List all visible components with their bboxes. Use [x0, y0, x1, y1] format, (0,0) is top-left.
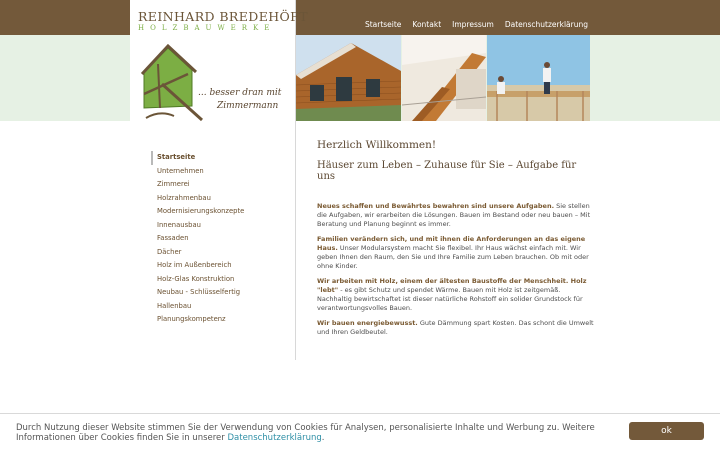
side-nav-startseite[interactable]: Startseite: [151, 151, 291, 165]
paragraph-2: [317, 235, 597, 271]
side-nav-daecher[interactable]: Dächer: [157, 247, 182, 256]
side-nav-modernisierungskonzepte[interactable]: Modernisierungskonzepte: [157, 207, 245, 215]
top-nav-kontakt[interactable]: Kontakt: [412, 20, 442, 29]
cookie-banner: [0, 413, 720, 450]
cookie-ok-button[interactable]: ok: [629, 422, 704, 440]
house-logo-icon[interactable]: [140, 44, 208, 122]
side-nav-hallenbau[interactable]: Hallenbau: [157, 301, 192, 310]
side-nav-zimmerei[interactable]: Zimmerei: [157, 180, 190, 188]
paragraph-3-lead: Wir arbeiten mit Holz, einem der ältesten Baustoffe der Menschheit. Holz "lebt": [317, 277, 587, 294]
page-subtitle: Häuser zum Leben – Zuhause für Sie – Aufgabe für uns: [317, 160, 577, 182]
header-photo-interior: [402, 35, 486, 121]
top-nav-impressum[interactable]: Impressum: [452, 20, 494, 29]
paragraph-3: [317, 277, 597, 313]
side-nav-innenausbau[interactable]: Innenausbau: [157, 220, 201, 229]
paragraph-4-text: Gute Dämmung spart Kosten. Das schont die Umwelt und Ihren Geldbeutel.: [317, 319, 594, 336]
top-nav-datenschutz[interactable]: Datenschutzerklärung: [504, 20, 588, 29]
paragraph-1-text: Sie stellen die Aufgaben, wir erarbeiten die Lösungen. Bauen im Bestand oder neu bauen – Mit Beratung und Planung beginnt es immer.: [317, 202, 591, 228]
side-nav-neubau[interactable]: Neubau - Schlüsselfertig: [157, 288, 241, 296]
top-bar: [0, 0, 720, 35]
paragraph-2-lead: Familien verändern sich, und mit ihnen die Anforderungen an das eigene Haus.: [317, 235, 586, 252]
paragraph-1-lead: Neues schaffen und Bewährtes bewahren sind unsere Aufgaben.: [317, 202, 555, 210]
slogan-line-1: ... besser dran mit: [198, 88, 282, 98]
top-navigation: [365, 20, 588, 29]
cookie-message: Durch Nutzung dieser Website stimmen Sie der Verwendung von Cookies für Analysen, personalisierte Inhalte und Werbung zu. Weitere Informationen über Cookies finden Sie in unserer: [16, 423, 595, 443]
paragraph-2-text: Unser Modularsystem macht Sie flexibel. Ihr Haus wächst einfach mit. Wir geben Ihnen den Raum, den Sie und Ihre Familie zum Leben brauchen. Ob mit oder ohne Kinder.: [317, 244, 589, 270]
side-nav-planungskompetenz[interactable]: Planungskompetenz: [157, 315, 226, 323]
side-nav-holzrahmenbau[interactable]: Holzrahmenbau: [157, 193, 211, 202]
top-nav-startseite[interactable]: Startseite: [364, 20, 402, 29]
cookie-privacy-link[interactable]: Datenschutzerklärung: [227, 433, 322, 443]
paragraph-3-text: - es gibt Schutz und spendet Wärme. Bauen mit Holz ist zeitgemäß. Nachhaltig bewirtschaftet ist dieser natürliche Rohstoff ein solider Grundstock für verantwortungsvolles Bauen.: [317, 286, 583, 312]
side-nav-holz-glas[interactable]: Holz-Glas Konstruktion: [157, 274, 235, 283]
slogan-line-2: Zimmermann: [217, 101, 279, 111]
header-photo-wooden-house: [296, 35, 401, 121]
header-photo-carpenters: [487, 35, 590, 121]
side-nav-unternehmen[interactable]: Unternehmen: [157, 166, 204, 175]
company-subtitle: HOLZBAUWERKE: [138, 24, 276, 32]
paragraph-4: [317, 319, 597, 337]
side-navigation: [151, 151, 291, 327]
cookie-text: [16, 423, 596, 443]
page-title: Herzlich Willkommen!: [317, 139, 437, 151]
main-content: [317, 139, 597, 343]
side-nav-holz-aussenbereich[interactable]: Holz im Außenbereich: [157, 261, 232, 269]
company-name: REINHARD BREDEHÖFT: [138, 9, 308, 24]
paragraph-4-lead: Wir bauen energiebewusst.: [317, 319, 418, 327]
cookie-end: .: [321, 433, 325, 443]
side-nav-fassaden[interactable]: Fassaden: [157, 234, 189, 242]
paragraph-1: [317, 202, 597, 229]
